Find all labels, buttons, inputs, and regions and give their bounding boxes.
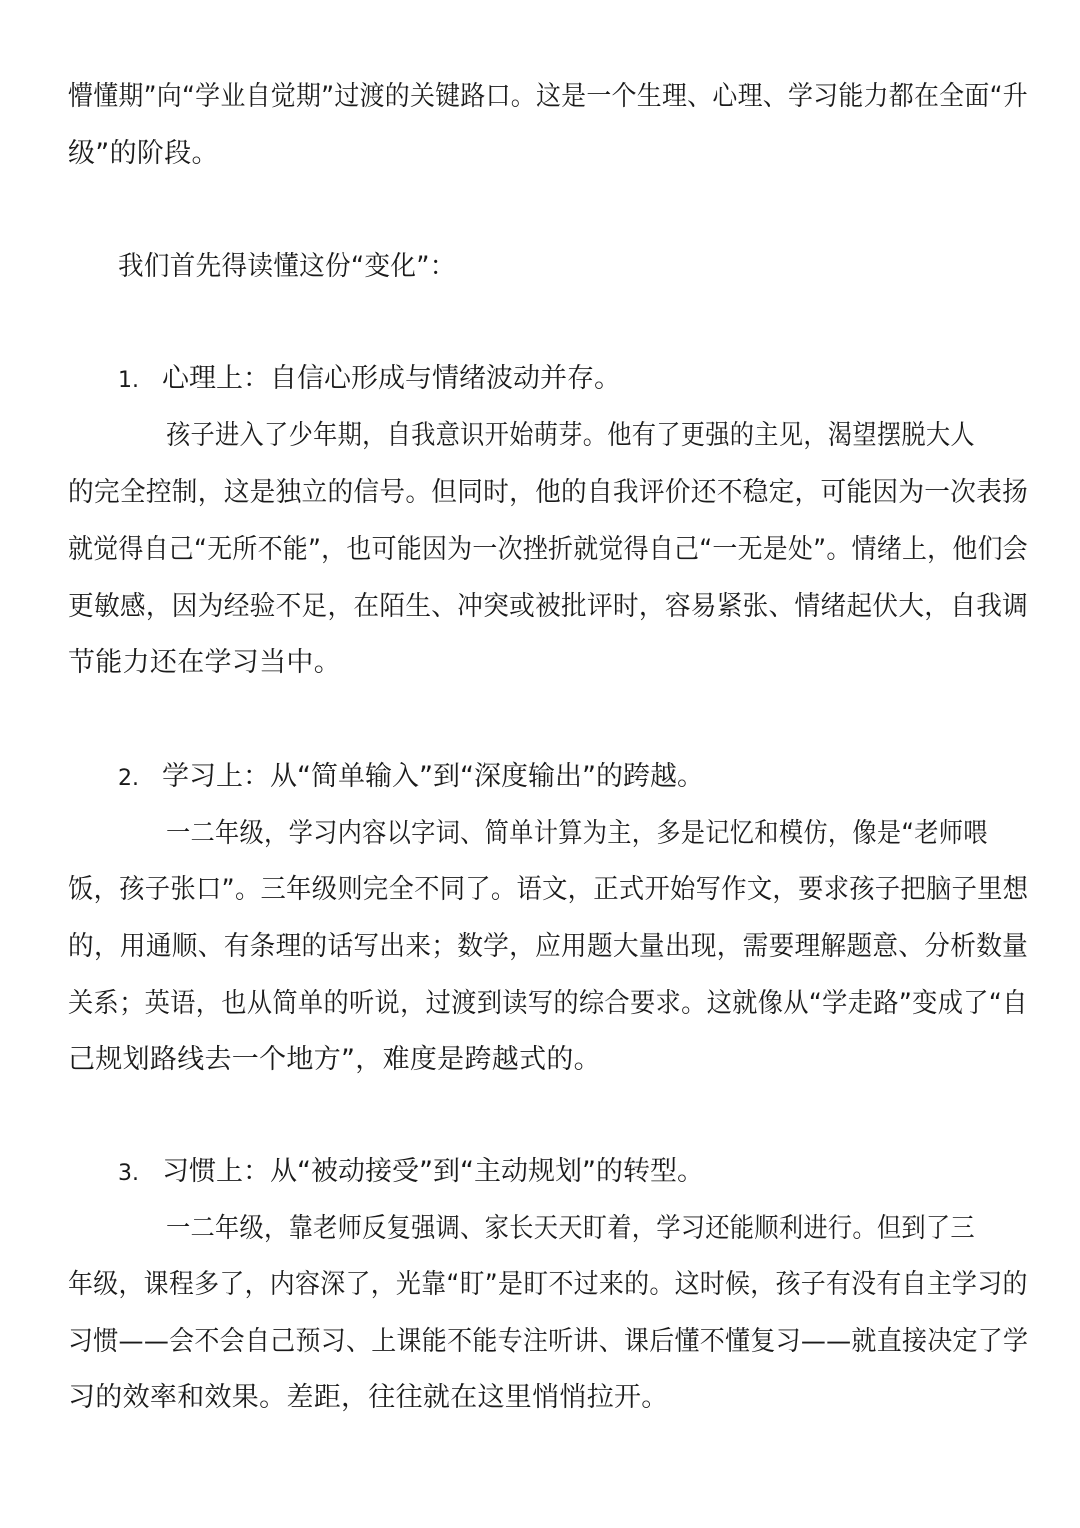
paragraph-line: 年级，课程多了，内容深了，光靠“盯”是盯不过来的。这时候，孩子有没有自主学习的	[68, 1269, 1028, 1300]
paragraph-line: 习惯——会不会自己预习、上课能不能专注听讲、课后懂不懂复习——就直接决定了学	[68, 1326, 1029, 1357]
paragraph-line: 己规划路线去一个地方”，难度是跨越式的。	[68, 1044, 601, 1075]
section-number: 2.	[118, 766, 139, 791]
section-number: 3.	[118, 1161, 139, 1186]
paragraph-line: 就觉得自己“无所不能”，也可能因为一次挫折就觉得自己“一无是处”。情绪上，他们会	[68, 534, 1028, 565]
intro-line-1: 懵懂期”向“学业自觉期”过渡的关键路口。这是一个生理、心理、学习能力都在全面“升	[68, 81, 1028, 112]
paragraph-line: 一二年级，学习内容以字词、简单计算为主，多是记忆和模仿，像是“老师喂	[166, 818, 988, 849]
section-heading: 学习上：从“简单输入”到“深度输出”的跨越。	[162, 761, 704, 792]
paragraph-line: 孩子进入了少年期，自我意识开始萌芽。他有了更强的主见，渴望摆脱大人	[166, 420, 975, 451]
paragraph-line: 饭，孩子张口”。三年级则完全不同了。语文，正式开始写作文，要求孩子把脑子里想	[68, 874, 1029, 905]
section-heading: 习惯上：从“被动接受”到“主动规划”的转型。	[162, 1156, 704, 1187]
intro-lead: 我们首先得读懂这份“变化”：	[118, 251, 456, 282]
paragraph-line: 一二年级，靠老师反复强调、家长天天盯着，学习还能顺利进行。但到了三	[166, 1213, 975, 1244]
paragraph-line: 节能力还在学习当中。	[68, 647, 341, 678]
paragraph-line: 更敏感，因为经验不足，在陌生、冲突或被批评时，容易紧张、情绪起伏大，自我调	[68, 591, 1029, 622]
paragraph-line: 关系；英语，也从简单的听说，过渡到读写的综合要求。这就像从“学走路”变成了“自	[68, 988, 1028, 1019]
section-heading: 心理上：自信心形成与情绪波动并存。	[162, 363, 621, 394]
paragraph-line: 的完全控制，这是独立的信号。但同时，他的自我评价还不稳定，可能因为一次表扬	[68, 477, 1029, 508]
section-number: 1.	[118, 368, 139, 393]
paragraph-line: 的，用通顺、有条理的话写出来；数学，应用题大量出现，需要理解题意、分析数量	[68, 931, 1029, 962]
intro-line-2: 级”的阶段。	[68, 138, 219, 169]
paragraph-line: 习的效率和效果。差距，往往就在这里悄悄拉开。	[68, 1382, 669, 1413]
